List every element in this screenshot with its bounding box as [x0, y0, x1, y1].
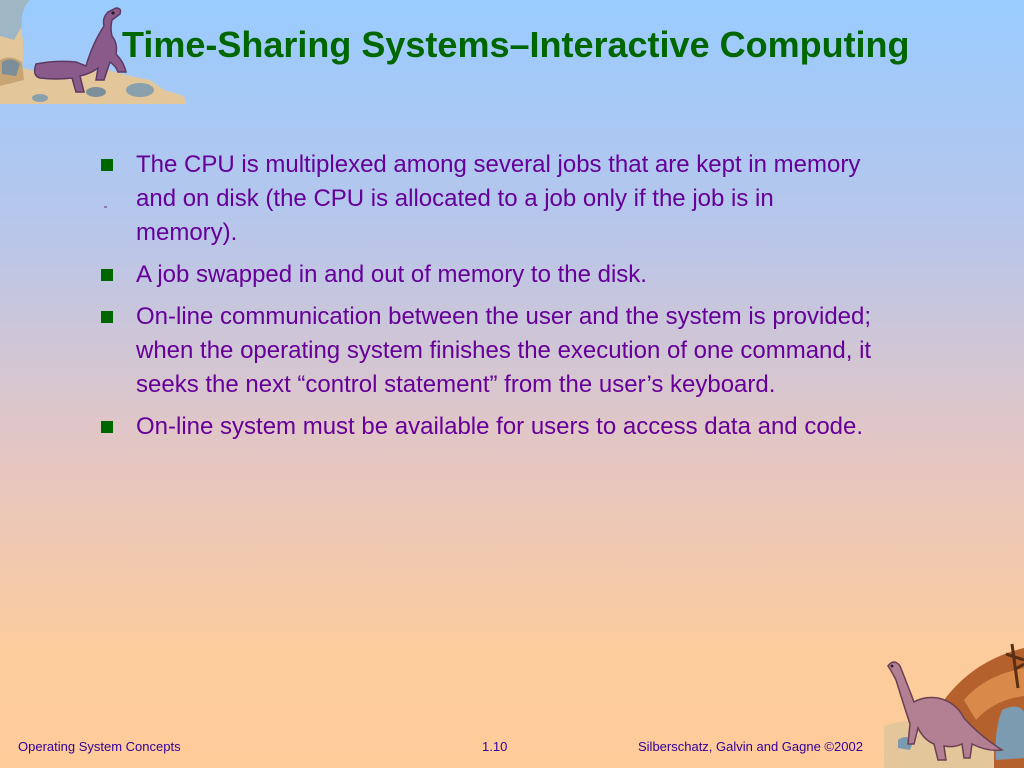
dinosaur-bottom-right-icon [884, 640, 1024, 768]
square-bullet-icon [101, 421, 113, 433]
footer-copyright: Silberschatz, Galvin and Gagne ©2002 [638, 739, 863, 754]
bullet-text: On-line communication between the user and the system is provided; when the operating system finishes the execution of one command, it seeks the next “control statement” from the user’s keyboard. [136, 303, 872, 398]
footer-course-title: Operating System Concepts [18, 739, 181, 754]
square-bullet-icon [101, 269, 113, 281]
slide-title: Time-Sharing Systems–Interactive Computing [122, 24, 910, 65]
bullet-text: The CPU is multiplexed among several jobs that are kept in memory and on disk (the CPU is allocated to a job only if the job is in memory). [136, 151, 861, 246]
bullet-item [98, 410, 878, 444]
bullet-item [98, 148, 878, 250]
footer-slide-number: 1.10 [482, 739, 508, 754]
bullet-item [98, 300, 878, 402]
bullet-text: On-line system must be available for users to access data and code. [136, 413, 864, 440]
bullet-text: A job swapped in and out of memory to the disk. [136, 261, 647, 288]
bullet-item [98, 258, 878, 292]
square-bullet-icon [101, 159, 113, 171]
bullet-list [98, 148, 878, 452]
square-bullet-icon [101, 311, 113, 323]
